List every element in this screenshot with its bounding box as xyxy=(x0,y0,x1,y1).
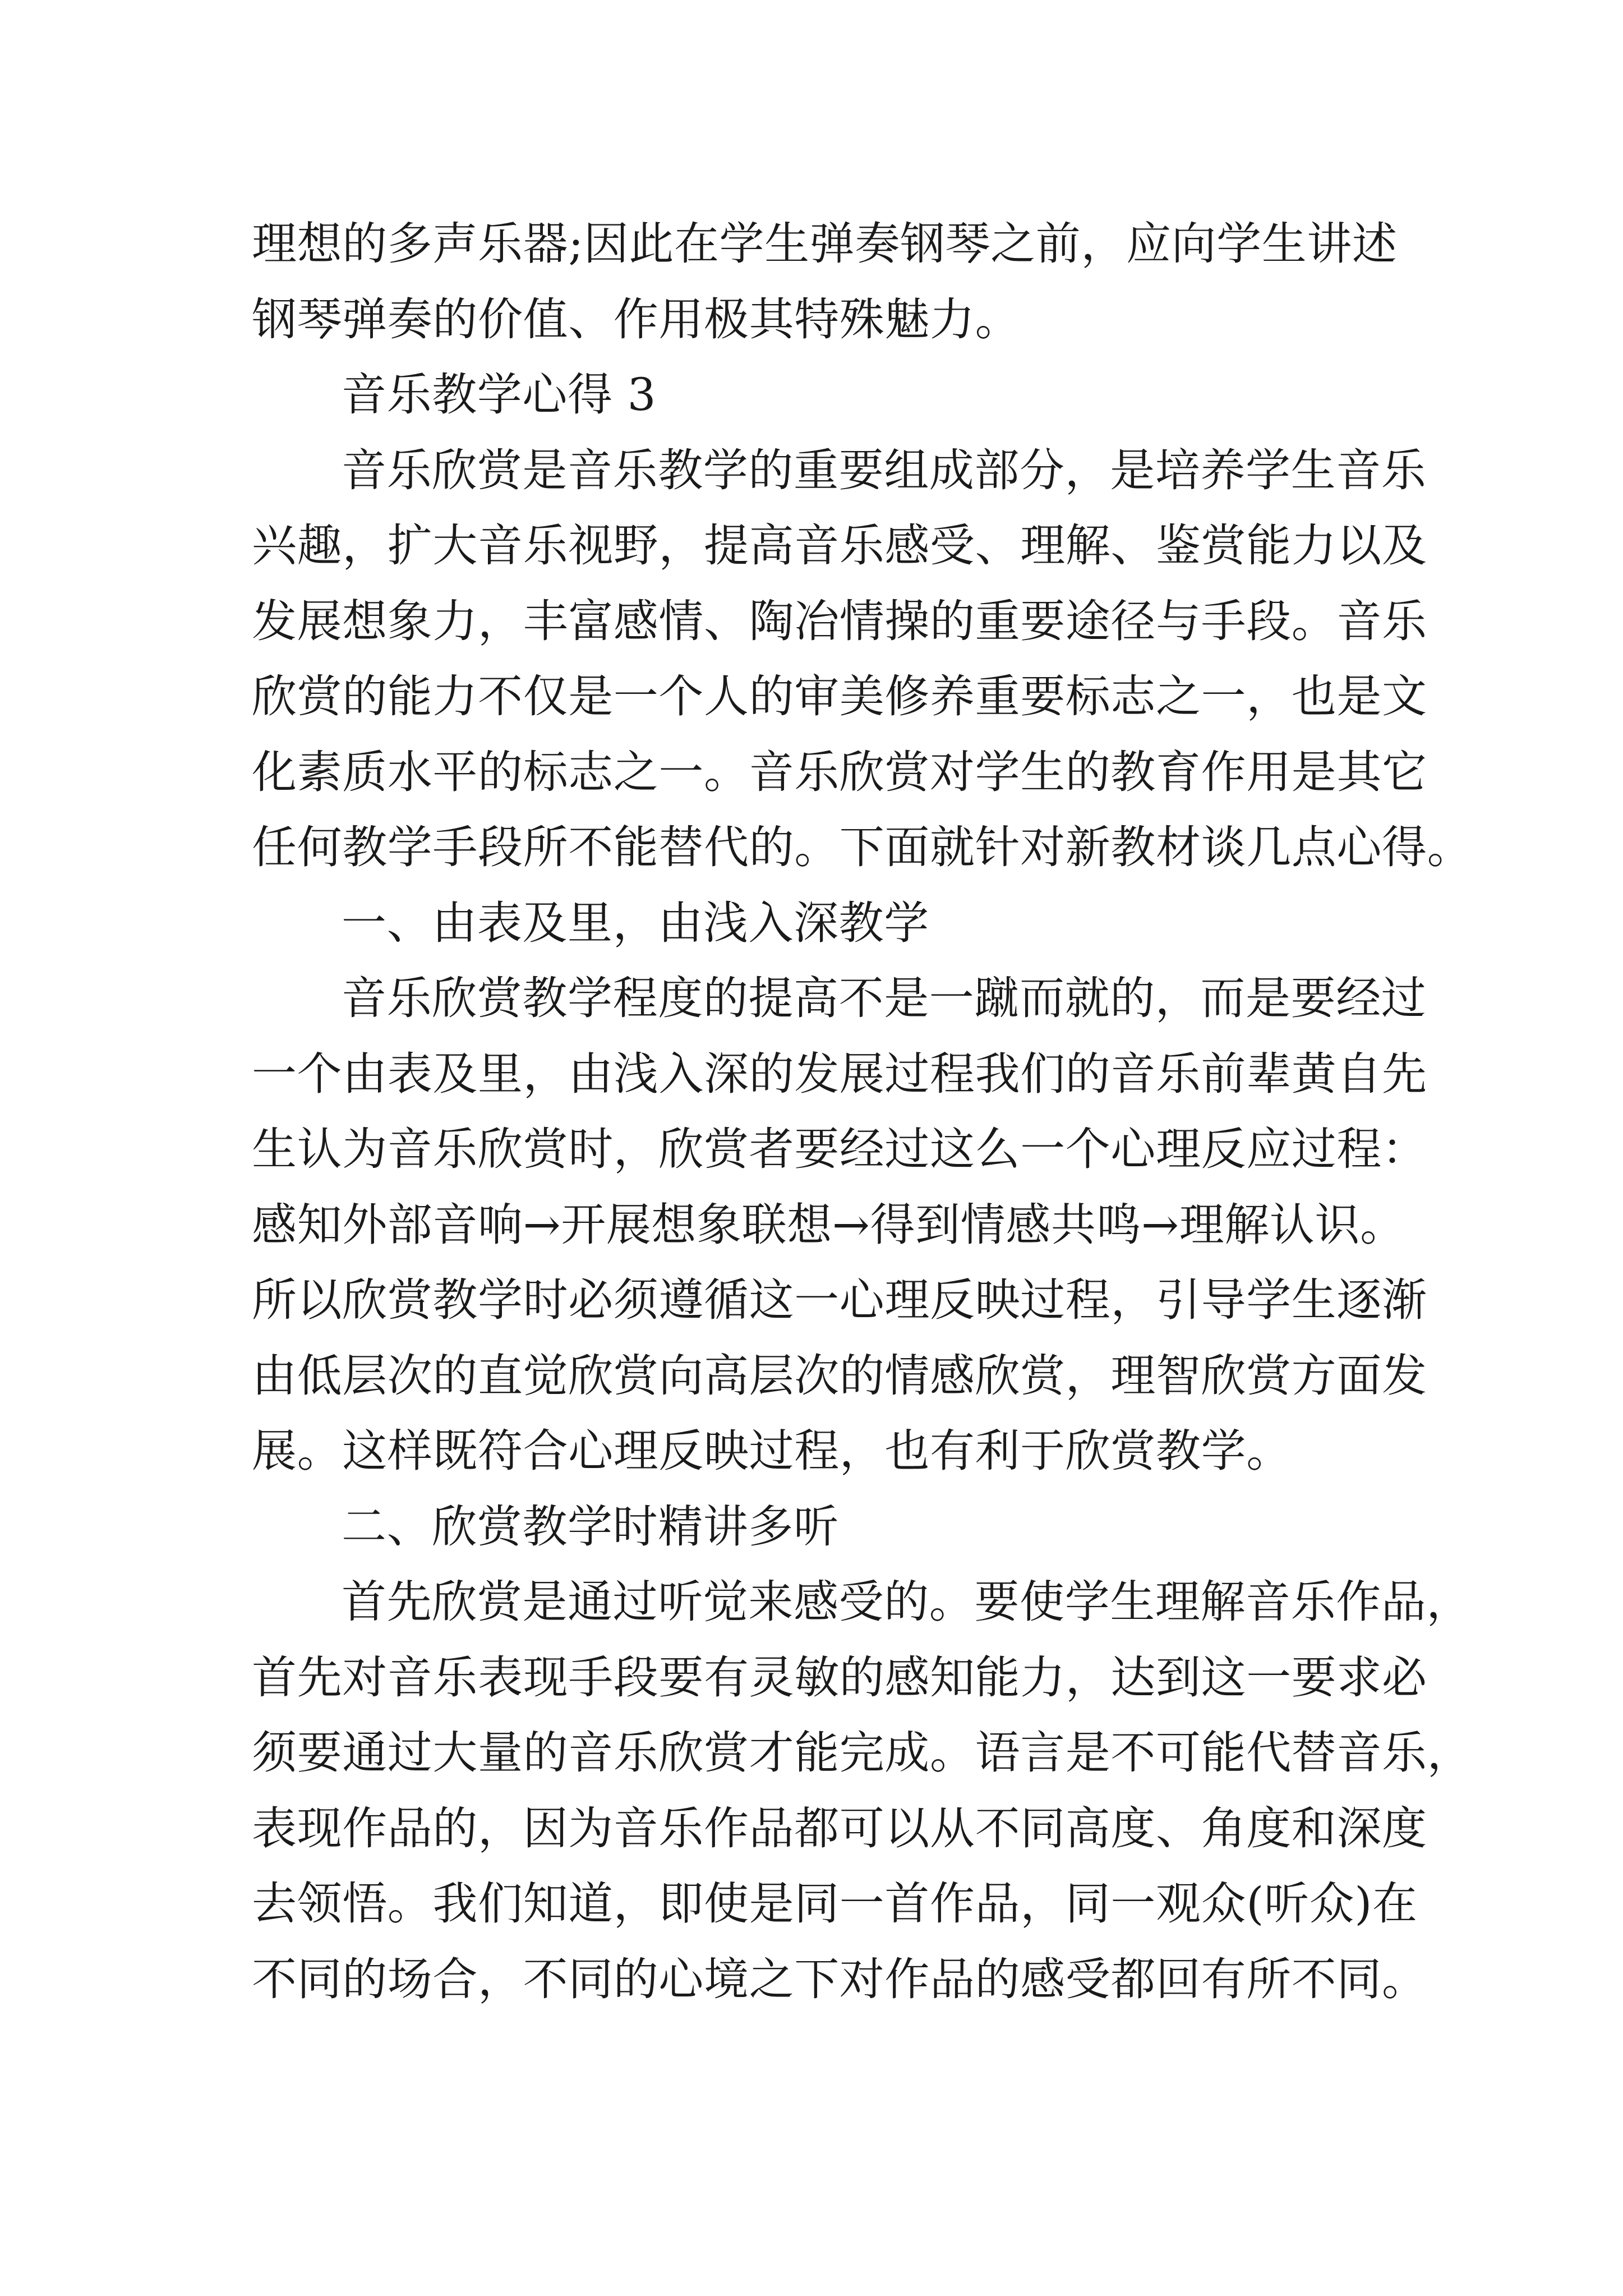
text-line: 首先欣赏是通过听觉来感受的。要使学生理解音乐作品， xyxy=(342,1576,1472,1628)
subheading: 一、由表及里，由浅入深教学 xyxy=(342,896,929,949)
text-line: 须要通过大量的音乐欣赏才能完成。语言是不可能代替音乐， xyxy=(252,1727,1473,1779)
text-line: 一个由表及里，由浅入深的发展过程我们的音乐前辈黄自先 xyxy=(252,1047,1427,1100)
text-line: 兴趣，扩大音乐视野，提高音乐感受、理解、鉴赏能力以及 xyxy=(252,519,1427,572)
section-heading: 音乐教学心得 3 xyxy=(342,369,657,421)
subheading: 二、欣赏教学时精讲多听 xyxy=(342,1500,839,1553)
text-line: 欣赏的能力不仅是一个人的审美修养重要标志之一，也是文 xyxy=(252,670,1427,723)
text-line: 理想的多声乐器;因此在学生弹奏钢琴之前，应向学生讲述 xyxy=(252,218,1398,270)
text-line: 音乐欣赏是音乐教学的重要组成部分，是培养学生音乐 xyxy=(342,444,1427,496)
text-line: 感知外部音响→开展想象联想→得到情感共鸣→理解认识。 xyxy=(252,1198,1405,1251)
text-line: 展。这样既符合心理反映过程，也有利于欣赏教学。 xyxy=(252,1425,1292,1477)
text-line: 去领悟。我们知道，即使是同一首作品，同一观众(听众)在 xyxy=(252,1878,1418,1930)
text-line: 钢琴弹奏的价值、作用极其特殊魅力。 xyxy=(252,293,1021,346)
text-line: 不同的场合，不同的心境之下对作品的感受都回有所不同。 xyxy=(252,1953,1427,2005)
text-line: 由低层次的直觉欣赏向高层次的情感欣赏，理智欣赏方面发 xyxy=(252,1349,1427,1402)
text-line: 生认为音乐欣赏时，欣赏者要经过这么一个心理反应过程： xyxy=(252,1123,1427,1175)
text-line: 所以欣赏教学时必须遵循这一心理反映过程，引导学生逐渐 xyxy=(252,1274,1427,1326)
text-line: 首先对音乐表现手段要有灵敏的感知能力，达到这一要求必 xyxy=(252,1651,1427,1704)
text-line: 化素质水平的标志之一。音乐欣赏对学生的教育作用是其它 xyxy=(252,746,1427,798)
text-line: 表现作品的，因为音乐作品都可以从不同高度、角度和深度 xyxy=(252,1802,1427,1855)
text-line: 任何教学手段所不能替代的。下面就针对新教材谈几点心得。 xyxy=(252,821,1473,873)
body-text xyxy=(252,206,1473,2017)
text-line: 发展想象力，丰富感情、陶冶情操的重要途径与手段。音乐 xyxy=(252,595,1427,647)
text-line: 音乐欣赏教学程度的提高不是一蹴而就的，而是要经过 xyxy=(342,972,1427,1024)
